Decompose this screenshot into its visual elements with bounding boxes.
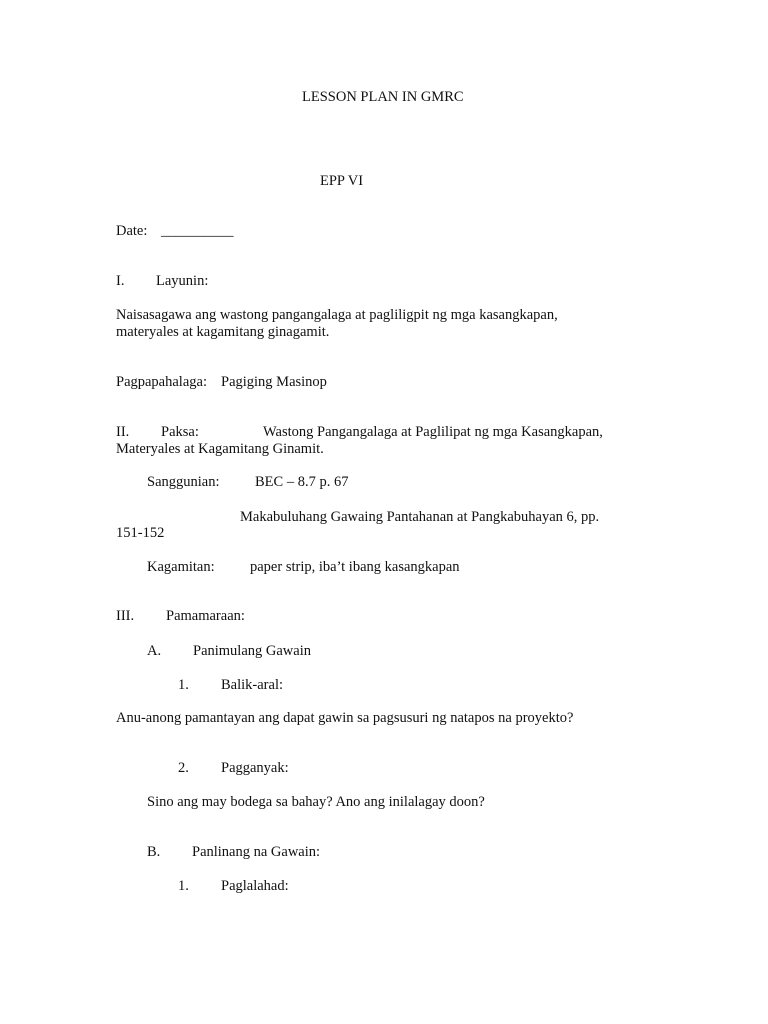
section-number-objectives: I. [116, 273, 125, 289]
section-number-procedure: III. [116, 608, 135, 624]
part-a-item1-text: Anu-anong pamantayan ang dapat gawin sa pagsusuri ng natapos na proyekto? [116, 710, 574, 726]
date-label: Date: [116, 223, 148, 239]
materials-value: paper strip, iba’t ibang kasangkapan [250, 559, 460, 575]
reference-value1: BEC – 8.7 p. 67 [255, 474, 349, 490]
section-number-topic: II. [116, 424, 130, 440]
reference-label: Sanggunian: [147, 474, 220, 490]
part-a-item2-text: Sino ang may bodega sa bahay? Ano ang inilalagay doon? [147, 794, 485, 810]
topic-value-line2: Materyales at Kagamitang Ginamit. [116, 441, 324, 457]
section-heading-topic: Paksa: [161, 424, 199, 440]
part-a-item1-number: 1. [178, 677, 189, 693]
section-heading-procedure: Pamamaraan: [166, 608, 245, 624]
part-a-item1-heading: Balik-aral: [221, 677, 284, 693]
part-a-letter: A. [147, 643, 162, 659]
part-a-heading: Panimulang Gawain [193, 643, 311, 659]
objectives-text-line1: Naisasagawa ang wastong pangangalaga at pagliligpit ng mga kasangkapan, [116, 307, 558, 323]
part-b-item1-number: 1. [178, 878, 189, 894]
part-a-item2-heading: Pagganyak: [221, 760, 289, 776]
values-label: Pagpapahalaga: [116, 374, 207, 390]
subject-heading: EPP VI [320, 173, 364, 189]
topic-value-line1: Wastong Pangangalaga at Paglilipat ng mga Kasangkapan, [263, 424, 603, 440]
reference-value2-line2: 151-152 [116, 525, 165, 541]
values-value: Pagiging Masinop [221, 374, 327, 390]
part-b-heading: Panlinang na Gawain: [192, 844, 321, 860]
section-heading-objectives: Layunin: [156, 273, 209, 289]
objectives-text-line2: materyales at kagamitang ginagamit. [116, 324, 330, 340]
part-a-item2-number: 2. [178, 760, 189, 776]
reference-value2-line1: Makabuluhang Gawaing Pantahanan at Pangkabuhayan 6, pp. [240, 509, 600, 525]
materials-label: Kagamitan: [147, 559, 215, 575]
document-title: LESSON PLAN IN GMRC [302, 89, 464, 105]
part-b-letter: B. [147, 844, 161, 860]
part-b-item1-heading: Paglalahad: [221, 878, 289, 894]
date-blank: __________ [161, 223, 234, 239]
